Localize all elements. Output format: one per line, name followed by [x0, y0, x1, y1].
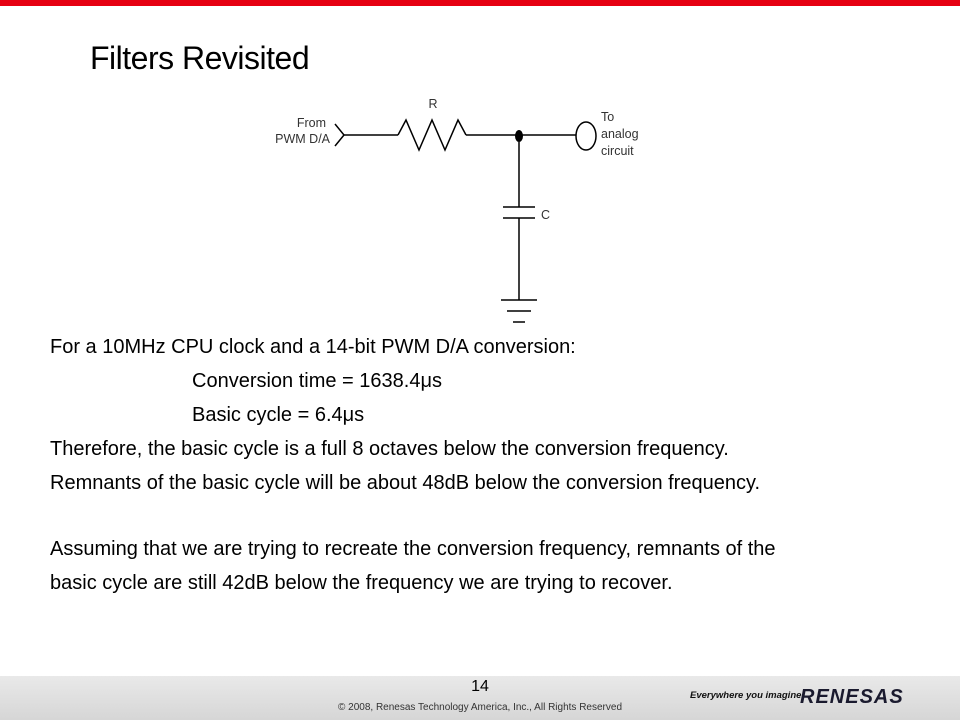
body-line-basic-cycle: Basic cycle = 6.4μs: [192, 404, 365, 426]
junction-node: [515, 130, 523, 142]
input-label-line1: From: [296, 116, 326, 130]
input-label-line2: PWM D/A: [275, 132, 330, 146]
output-terminal: [576, 122, 596, 150]
body-line-recover: basic cycle are still 42dB below the frequency we are trying to recover.: [50, 572, 673, 594]
slide-title: Filters Revisited: [90, 40, 310, 76]
input-connector: [335, 124, 344, 146]
page-number: 14: [471, 678, 489, 695]
ground-symbol: [501, 300, 537, 322]
output-label-line2: analog: [601, 127, 639, 141]
body-line-assuming: Assuming that we are trying to recreate the conversion frequency, remnants of the: [50, 538, 776, 560]
capacitor-label: C: [541, 208, 551, 222]
body-line-remnants: Remnants of the basic cycle will be about 48dB below the conversion frequency.: [50, 472, 761, 494]
body-line-conversion-time: Conversion time = 1638.4μs: [192, 370, 442, 392]
body-line-octaves: Therefore, the basic cycle is a full 8 octaves below the conversion frequency.: [50, 438, 729, 460]
output-label-line3: circuit: [601, 144, 634, 158]
output-label-line1: To: [601, 110, 615, 124]
body-spacer: [50, 500, 930, 532]
body-line-intro: For a 10MHz CPU clock and a 14-bit PWM D/A conversion:: [50, 336, 576, 358]
renesas-logo: RENESAS: [800, 686, 904, 708]
brand-tagline: Everywhere you imagine.: [690, 690, 805, 701]
resistor-label: R: [428, 97, 438, 111]
slide-body: [50, 330, 930, 600]
rc-filter-circuit-diagram: [0, 0, 960, 340]
copyright-notice: © 2008, Renesas Technology America, Inc., All Rights Reserved: [338, 702, 622, 713]
resistor-symbol: [398, 120, 466, 150]
